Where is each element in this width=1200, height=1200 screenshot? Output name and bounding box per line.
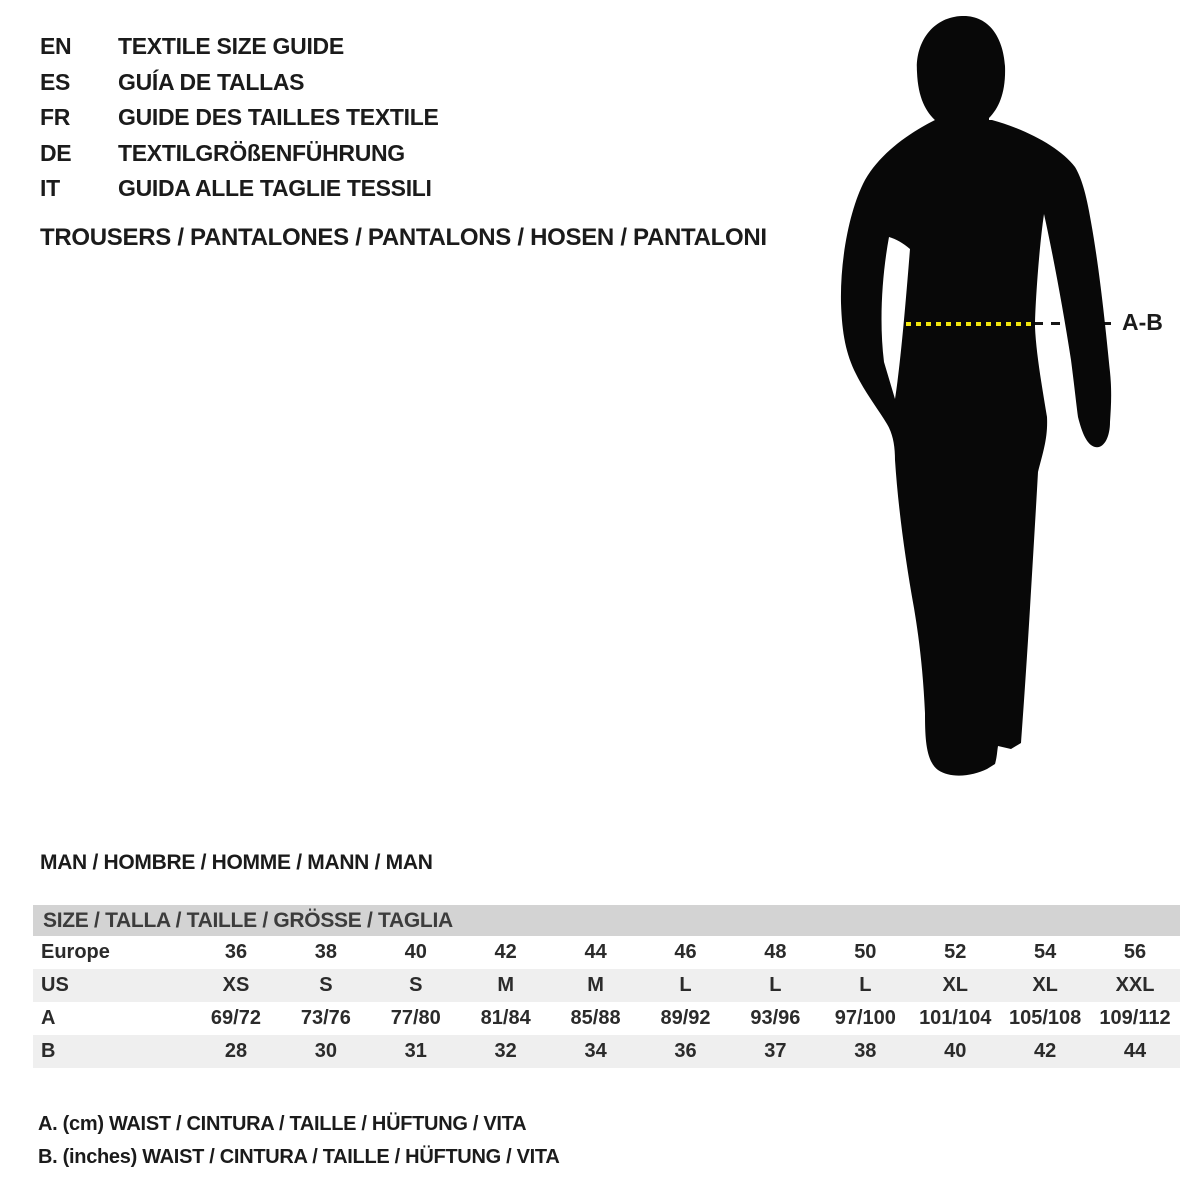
row-label: B xyxy=(41,1040,56,1062)
cell: 36 xyxy=(224,941,248,963)
cell: 32 xyxy=(494,1040,517,1062)
row-label: Europe xyxy=(41,941,110,963)
cell: 56 xyxy=(1123,941,1147,963)
cell: 42 xyxy=(494,941,517,963)
cell: XXL xyxy=(1115,974,1155,996)
cell: 93/96 xyxy=(750,1007,801,1029)
cell: XL xyxy=(1032,974,1058,996)
lang-title: TEXTILGRÖßENFÜHRUNG xyxy=(118,139,405,166)
table-row-a-cm xyxy=(33,1002,1180,1035)
lang-code: DE xyxy=(40,139,72,166)
row-label: US xyxy=(41,974,69,996)
cell: 46 xyxy=(674,941,697,963)
lang-title: TEXTILE SIZE GUIDE xyxy=(118,33,344,59)
waist-measure-dotted-line xyxy=(906,322,1032,326)
cell: 85/88 xyxy=(570,1007,621,1029)
cell: M xyxy=(497,974,514,996)
cell: 37 xyxy=(764,1040,787,1062)
cell: L xyxy=(769,974,782,996)
cell: 34 xyxy=(584,1040,607,1062)
cell: 28 xyxy=(224,1040,248,1062)
cell: 81/84 xyxy=(480,1007,531,1029)
cell: 31 xyxy=(404,1040,427,1062)
cell: 30 xyxy=(314,1040,337,1062)
cell: 36 xyxy=(674,1040,697,1062)
size-table-header: SIZE / TALLA / TAILLE / GRÖSSE / TAGLIA xyxy=(33,905,1180,936)
lang-code: EN xyxy=(40,33,72,59)
table-row-b-inches xyxy=(33,1035,1180,1068)
note-a-cm: A. (cm) WAIST / CINTURA / TAILLE / HÜFTUNG / VITA xyxy=(38,1113,527,1135)
row-label: A xyxy=(41,1007,56,1029)
man-silhouette xyxy=(825,8,1155,790)
cell: 54 xyxy=(1034,941,1057,963)
cell: 73/76 xyxy=(300,1007,351,1029)
cell: L xyxy=(679,974,692,996)
cell: 40 xyxy=(404,941,427,963)
cell: 48 xyxy=(764,941,787,963)
cell: 38 xyxy=(314,941,337,963)
cell: L xyxy=(859,974,872,996)
measure-label: A-B xyxy=(1122,309,1163,335)
note-b-inches: B. (inches) WAIST / CINTURA / TAILLE / HÜFTUNG / VITA xyxy=(38,1146,560,1168)
cell: 101/104 xyxy=(919,1007,992,1029)
cell: 105/108 xyxy=(1008,1007,1082,1029)
cell: 40 xyxy=(944,1040,967,1062)
cell: 97/100 xyxy=(834,1007,896,1029)
cell: 42 xyxy=(1034,1040,1057,1062)
lang-title: GUIDE DES TAILLES TEXTILE xyxy=(118,104,439,130)
cell: 50 xyxy=(854,941,877,963)
cell: XL xyxy=(942,974,968,996)
cell: 109/112 xyxy=(1099,1007,1171,1029)
lang-code: ES xyxy=(40,68,71,95)
cell: 44 xyxy=(584,941,607,963)
cell: 77/80 xyxy=(390,1007,441,1029)
cell: 89/92 xyxy=(660,1007,711,1029)
cell: S xyxy=(319,974,333,996)
product-line-title: TROUSERS / PANTALONES / PANTALONS / HOSEN / PANTALONI xyxy=(40,224,767,251)
waist-measure-dashed-line xyxy=(1034,322,1119,325)
cell: M xyxy=(587,974,604,996)
cell: 69/72 xyxy=(210,1007,261,1029)
lang-title: GUÍA DE TALLAS xyxy=(118,68,305,95)
lang-code: IT xyxy=(40,175,60,201)
size-table xyxy=(33,905,1180,1068)
lang-code: FR xyxy=(40,104,71,130)
cell: S xyxy=(409,974,423,996)
cell: 52 xyxy=(944,941,967,963)
measurement-notes xyxy=(38,1108,560,1174)
section-title-man: MAN / HOMBRE / HOMME / MANN / MAN xyxy=(40,851,433,874)
lang-title: GUIDA ALLE TAGLIE TESSILI xyxy=(118,175,432,201)
table-row-us xyxy=(33,969,1180,1002)
cell: 44 xyxy=(1123,1040,1147,1062)
cell: 38 xyxy=(854,1040,877,1062)
cell: XS xyxy=(222,974,250,996)
language-guide-list xyxy=(40,29,439,207)
table-row-europe xyxy=(33,936,1180,969)
